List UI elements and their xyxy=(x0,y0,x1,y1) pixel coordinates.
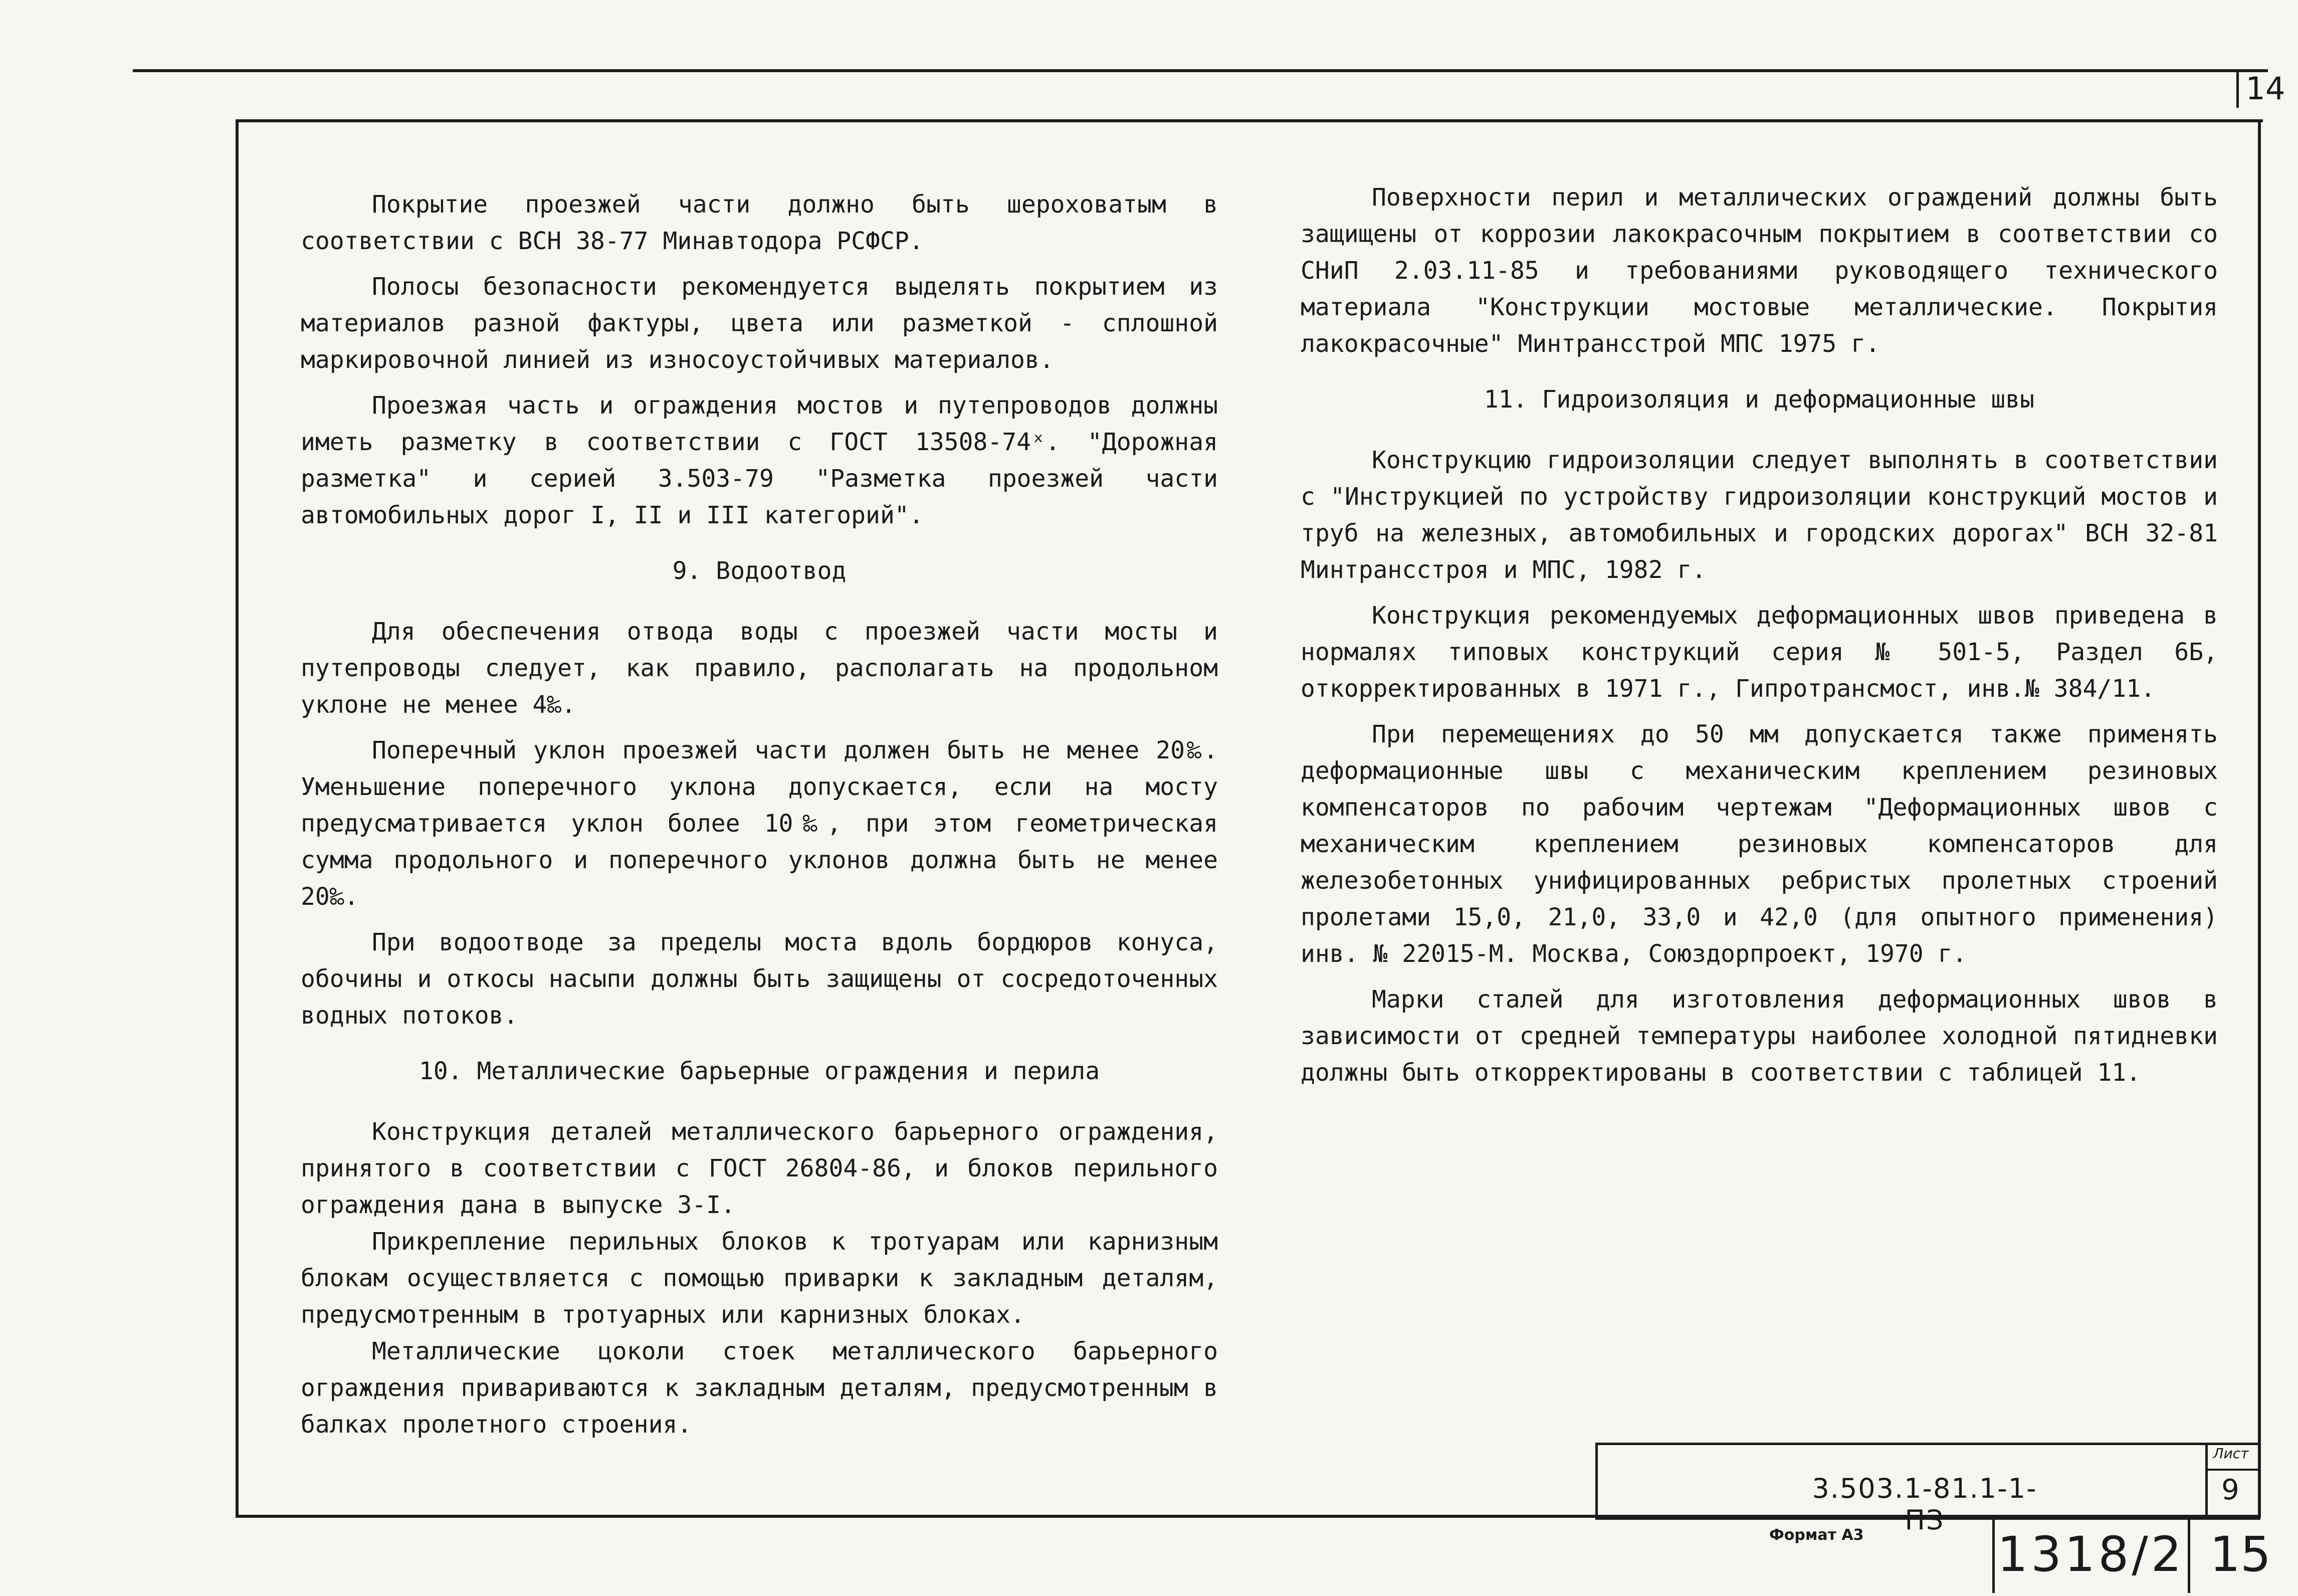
section-heading-waterproofing: 11. Гидроизоляция и деформационные швы xyxy=(1484,385,2035,414)
archive-box-divider xyxy=(2188,1518,2190,1593)
right-column xyxy=(1301,179,2218,1100)
paragraph-waterproofing-instruction: Конструкцию гидроизоляции следует выполнять в соответствии с "Инструкцией по устройству гидроизоляции конструкций мостов и труб на железных, автомобильных и городских дорогах" ВСН 32-81 Минтрансстроя и МПС, 1982 г. xyxy=(1301,446,2218,584)
section-heading-drainage: 9. Водоотвод xyxy=(672,557,847,585)
paragraph-safety-strips: Полосы безопасности рекомендуется выделять покрытием из материалов разной фактуры, цвета или разметкой - сплошной маркировочной линией из износоустойчивых материалов. xyxy=(301,273,1218,374)
archive-box-left xyxy=(1992,1518,1995,1593)
paragraph-expansion-joints: Конструкция рекомендуемых деформационных швов приведена в нормалях типовых конструкций серия № 501-5, Раздел 6Б, откорректированных в 1971 г., Гипротрансмост, инв.№ 384/11. xyxy=(1301,602,2218,703)
sheet-label: Лист xyxy=(2213,1445,2249,1462)
paragraph-drainage-protection: При водоотводе за пределы моста вдоль бордюров конуса, обочины и откосы насыпи должны быть защищены от сосредоточенных водных потоков. xyxy=(301,928,1218,1030)
title-block-sheet-divider xyxy=(2205,1469,2258,1471)
paragraph-drainage-slope: Для обеспечения отвода воды с проезжей части мосты и путепроводы следует, как правило, располагать на продольном уклоне не менее 4‰. xyxy=(301,618,1218,719)
page-number: 14 xyxy=(2245,70,2285,107)
outer-frame-right-tick xyxy=(2236,70,2239,108)
paragraph-corrosion-protection: Поверхности перил и металлических ограждений должны быть защищены от коррозии лакокрасочным покрытием в соответствии со СНиП 2.03.11-85 и требованиями руководящего технического материала "Конструкции мостовые металлические. Покрытия лакокрасочные" Минтрансстрой МПС 1975 г. xyxy=(1301,183,2218,358)
section-heading-metal-barriers: 10. Металлические барьерные ограждения и перила xyxy=(419,1057,1100,1085)
paragraph-steel-grades: Марки сталей для изготовления деформационных швов в зависимости от средней температуры наиболее холодной пятидневки должны быть откорректированы в соответствии с таблицей 11. xyxy=(1301,985,2218,1087)
paragraph-rubber-compensators: При перемещениях до 50 мм допускается также применять деформационные швы с механическим креплением резиновых компенсаторов по рабочим чертежам "Деформационных швов с механическим креплением резиновых компенсаторов для железобетонных унифицированных ребристых пролетных строений пролетами 15,0, 21,0, 33,0 и 42,0 (для опытного применения) инв. № 22015-М. Москва, Союздорпроект, 1970 г. xyxy=(1301,720,2218,968)
inner-frame-right xyxy=(2258,119,2261,1518)
left-column xyxy=(301,186,1218,1443)
paragraph-railing-attachment: Прикрепление перильных блоков к тротуарам или карнизным блокам осуществляется с помощью приварки к закладным деталям, предусмотренным в тротуарных или карнизных блоках. xyxy=(301,1228,1218,1329)
paragraph-surface-roughness: Покрытие проезжей части должно быть шероховатым в соответствии с ВСН 38-77 Минавтодора РСФСР. xyxy=(301,190,1218,255)
archive-page-number: 15 xyxy=(2209,1526,2271,1582)
inner-frame-top xyxy=(236,119,2263,122)
archive-number: 1318/2 xyxy=(1997,1526,2185,1582)
paragraph-barrier-posts: Металлические цоколи стоек металлического барьерного ограждения привариваются к закладным деталям, предусмотренным в балках пролетного строения. xyxy=(301,1337,1218,1439)
format-label: Формат А3 xyxy=(1769,1526,1864,1544)
paragraph-barrier-design: Конструкция деталей металлического барьерного ограждения, принятого в соответствии с ГОСТ 26804-86, и блоков перильного ограждения дана в выпуске 3-I. xyxy=(301,1118,1218,1219)
paragraph-cross-slope: Поперечный уклон проезжей части должен быть не менее 20‰. Уменьшение поперечного уклона допускается, если на мосту предусматривается уклон более 10‰, при этом геометрическая сумма продольного и поперечного уклонов должна быть не менее 20‰. xyxy=(301,736,1218,911)
inner-frame-left xyxy=(236,119,239,1518)
paragraph-road-marking: Проезжая часть и ограждения мостов и путепроводов должны иметь разметку в соответствии с ГОСТ 13508-74ˣ. "Дорожная разметка" и серией 3.503-79 "Разметка проезжей части автомобильных дорог I, II и III категорий". xyxy=(301,391,1218,529)
document-code: 3.503.1-81.1-1-ПЗ xyxy=(1812,1473,2037,1536)
outer-frame-top xyxy=(133,69,2268,72)
sheet-number: 9 xyxy=(2221,1474,2239,1506)
